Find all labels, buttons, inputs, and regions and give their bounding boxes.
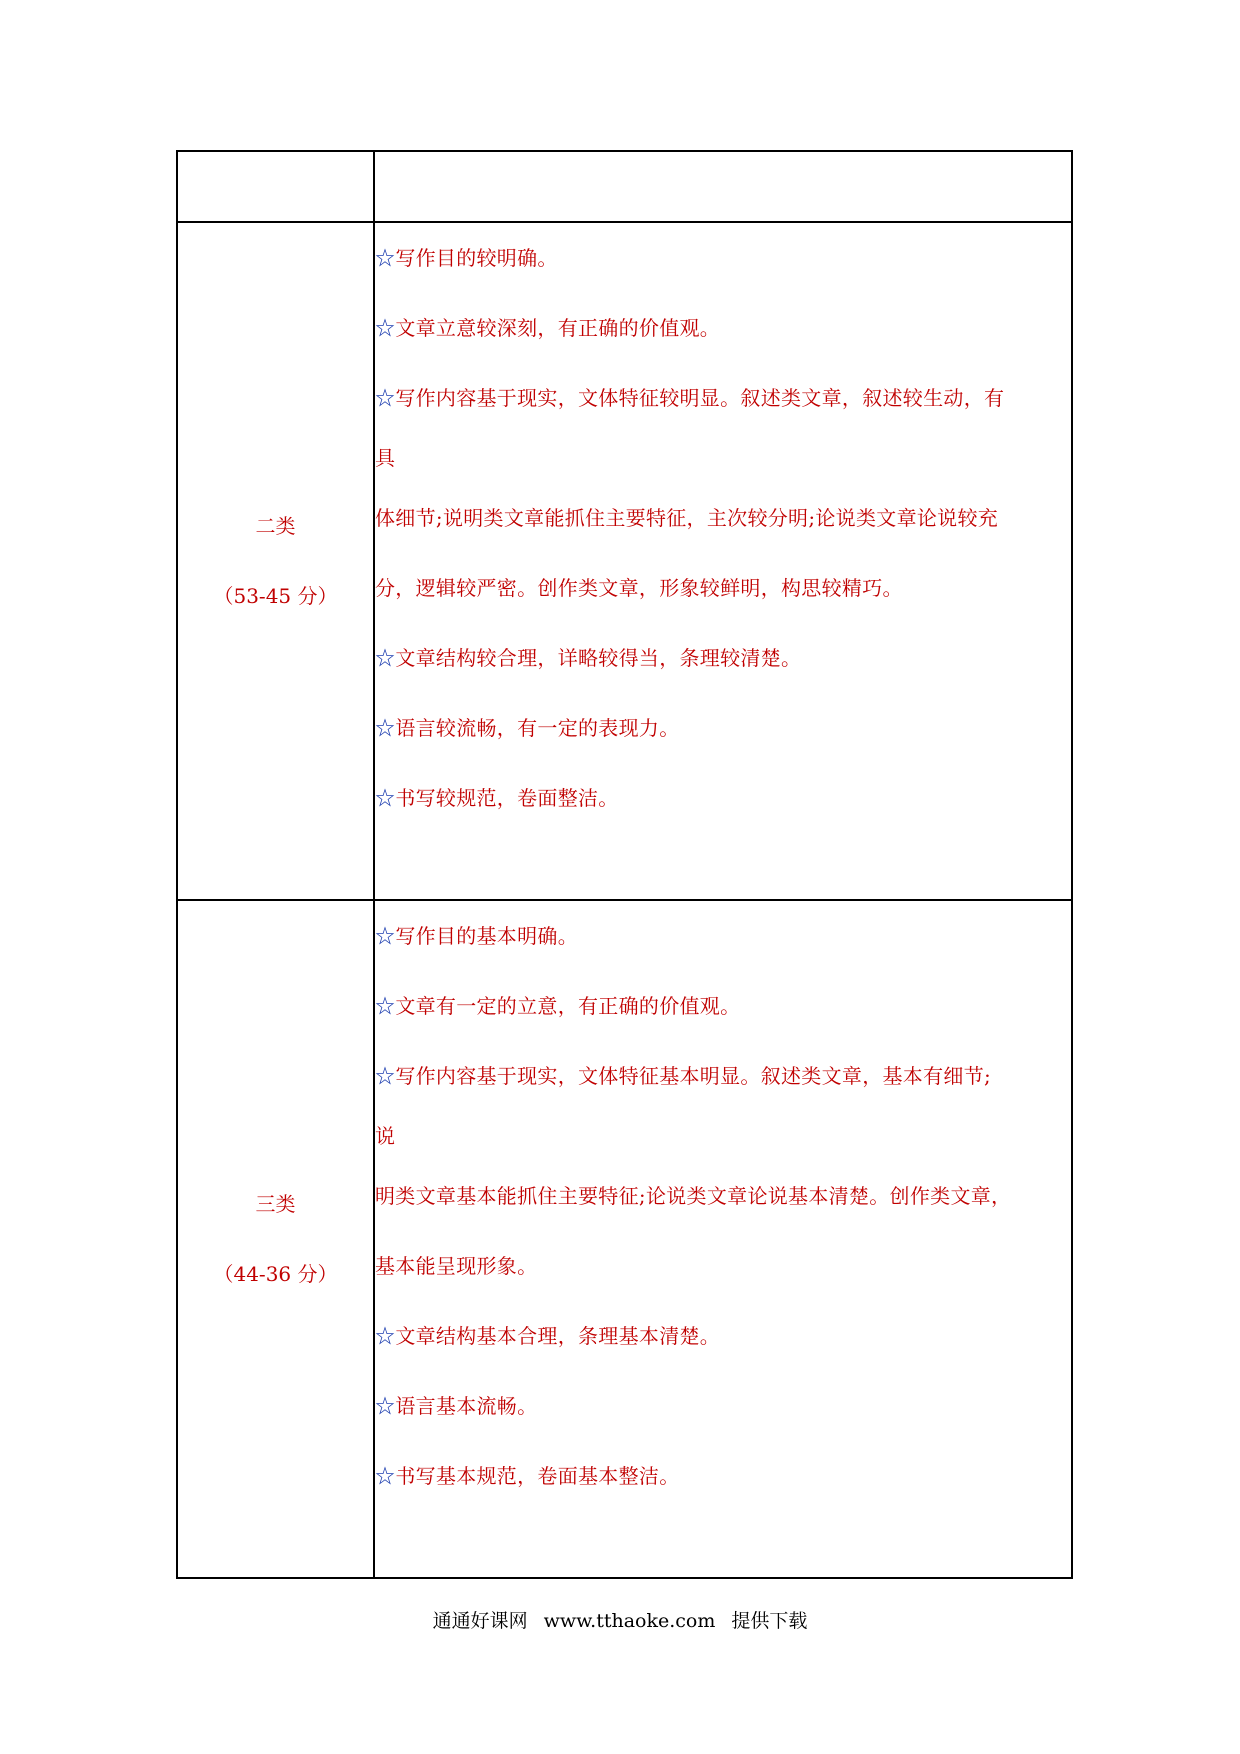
grade-cell: [177, 900, 374, 1578]
grade-score-range: （53-45 分）: [213, 584, 338, 608]
criteria-line: ☆写作目的基本明确。: [375, 924, 579, 948]
criteria-line: ☆书写基本规范，卷面基本整洁。: [375, 1464, 680, 1488]
criteria-line: ☆语言基本流畅。: [375, 1394, 538, 1418]
star-icon: ☆: [375, 924, 396, 948]
header-cell-right: [374, 151, 1072, 222]
criteria-line: 具: [375, 446, 396, 470]
criteria-line: ☆语言较流畅，有一定的表现力。: [375, 716, 680, 740]
grade-row-2: [177, 222, 1072, 900]
criteria-line: ☆书写较规范，卷面整洁。: [375, 786, 619, 810]
criteria-line: 分，逻辑较严密。创作类文章，形象较鲜明，构思较精巧。: [375, 576, 903, 600]
footer-brand: 通通好课网: [432, 1610, 528, 1632]
criteria-line: 明类文章基本能抓住主要特征;论说类文章论说基本清楚。创作类文章，: [375, 1184, 1012, 1208]
criteria-line: ☆文章立意较深刻，有正确的价值观。: [375, 316, 721, 340]
grade-row-3: [177, 900, 1072, 1578]
grading-table: [176, 150, 1073, 1579]
criteria-line: ☆写作内容基于现实，文体特征较明显。叙述类文章，叙述较生动，有: [375, 386, 1005, 410]
star-icon: ☆: [375, 1464, 396, 1488]
grade-cell: [177, 222, 374, 900]
star-icon: ☆: [375, 1394, 396, 1418]
star-icon: ☆: [375, 1324, 396, 1348]
criteria-cell: [374, 222, 1072, 900]
criteria-line: 体细节;说明类文章能抓住主要特征，主次较分明;论说类文章论说较充: [375, 506, 999, 530]
star-icon: ☆: [375, 716, 396, 740]
criteria-line: ☆文章有一定的立意，有正确的价值观。: [375, 994, 741, 1018]
footer-url[interactable]: www.tthaoke.com: [543, 1610, 716, 1632]
star-icon: ☆: [375, 786, 396, 810]
header-cell-left: [177, 151, 374, 222]
criteria-line: 基本能呈现形象。: [375, 1254, 538, 1278]
criteria-line: ☆写作内容基于现实，文体特征基本明显。叙述类文章，基本有细节;: [375, 1064, 992, 1088]
star-icon: ☆: [375, 246, 396, 270]
criteria-line: ☆文章结构较合理，详略较得当，条理较清楚。: [375, 646, 802, 670]
criteria-line: ☆写作目的较明确。: [375, 246, 558, 270]
grade-name: 二类: [255, 514, 296, 538]
grade-score-range: （44-36 分）: [213, 1262, 338, 1286]
criteria-cell: [374, 900, 1072, 1578]
star-icon: ☆: [375, 646, 396, 670]
criteria-line: 说: [375, 1124, 396, 1148]
footer-suffix: 提供下载: [731, 1610, 808, 1632]
criteria-line: ☆文章结构基本合理，条理基本清楚。: [375, 1324, 721, 1348]
star-icon: ☆: [375, 994, 396, 1018]
star-icon: ☆: [375, 1064, 396, 1088]
table-header-row: [177, 151, 1072, 222]
star-icon: ☆: [375, 386, 396, 410]
page-footer: [0, 1606, 1240, 1633]
grade-name: 三类: [255, 1192, 296, 1216]
star-icon: ☆: [375, 316, 396, 340]
